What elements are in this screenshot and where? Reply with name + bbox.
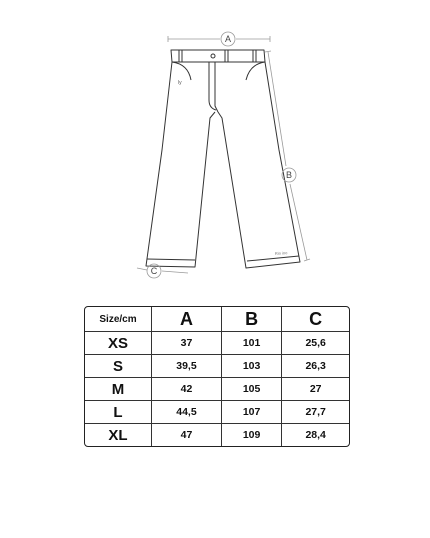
value-c: 25,6 <box>282 332 349 355</box>
size-label: XL <box>85 424 152 446</box>
table-header-row <box>85 307 349 332</box>
size-label: L <box>85 401 152 424</box>
value-b: 101 <box>222 332 282 355</box>
value-a: 42 <box>152 378 222 401</box>
value-b: 107 <box>222 401 282 424</box>
dimension-b <box>265 51 310 261</box>
table-row <box>85 401 349 424</box>
callout-c-label: C <box>150 266 158 276</box>
size-label: M <box>85 378 152 401</box>
value-c: 26,3 <box>282 355 349 378</box>
pants-outline <box>146 50 300 268</box>
value-b: 103 <box>222 355 282 378</box>
value-b: 109 <box>222 424 282 446</box>
header-c: C <box>282 307 349 332</box>
table-row <box>85 355 349 378</box>
size-label: XS <box>85 332 152 355</box>
table-row <box>85 378 349 401</box>
value-c: 28,4 <box>305 429 326 441</box>
brand-stitch-mark: ly <box>178 80 182 86</box>
dimension-a <box>168 32 270 46</box>
header-b: B <box>222 307 282 332</box>
value-c: 27 <box>282 378 349 401</box>
header-a: A <box>152 307 222 332</box>
callout-a-label: A <box>224 34 232 44</box>
value-c: 27,7 <box>282 401 349 424</box>
size-chart-table <box>84 306 350 447</box>
callout-b-label: B <box>285 170 293 180</box>
value-a: 44,5 <box>152 401 222 424</box>
table-row <box>85 332 349 355</box>
header-size-cm: Size/cm <box>85 307 152 332</box>
hem-logo-mark: Rin ino <box>274 250 288 256</box>
table-row <box>85 424 349 446</box>
value-b: 105 <box>222 378 282 401</box>
value-a: 37 <box>152 332 222 355</box>
value-a: 39,5 <box>152 355 222 378</box>
value-a: 47 <box>152 424 222 446</box>
size-label: S <box>85 355 152 378</box>
